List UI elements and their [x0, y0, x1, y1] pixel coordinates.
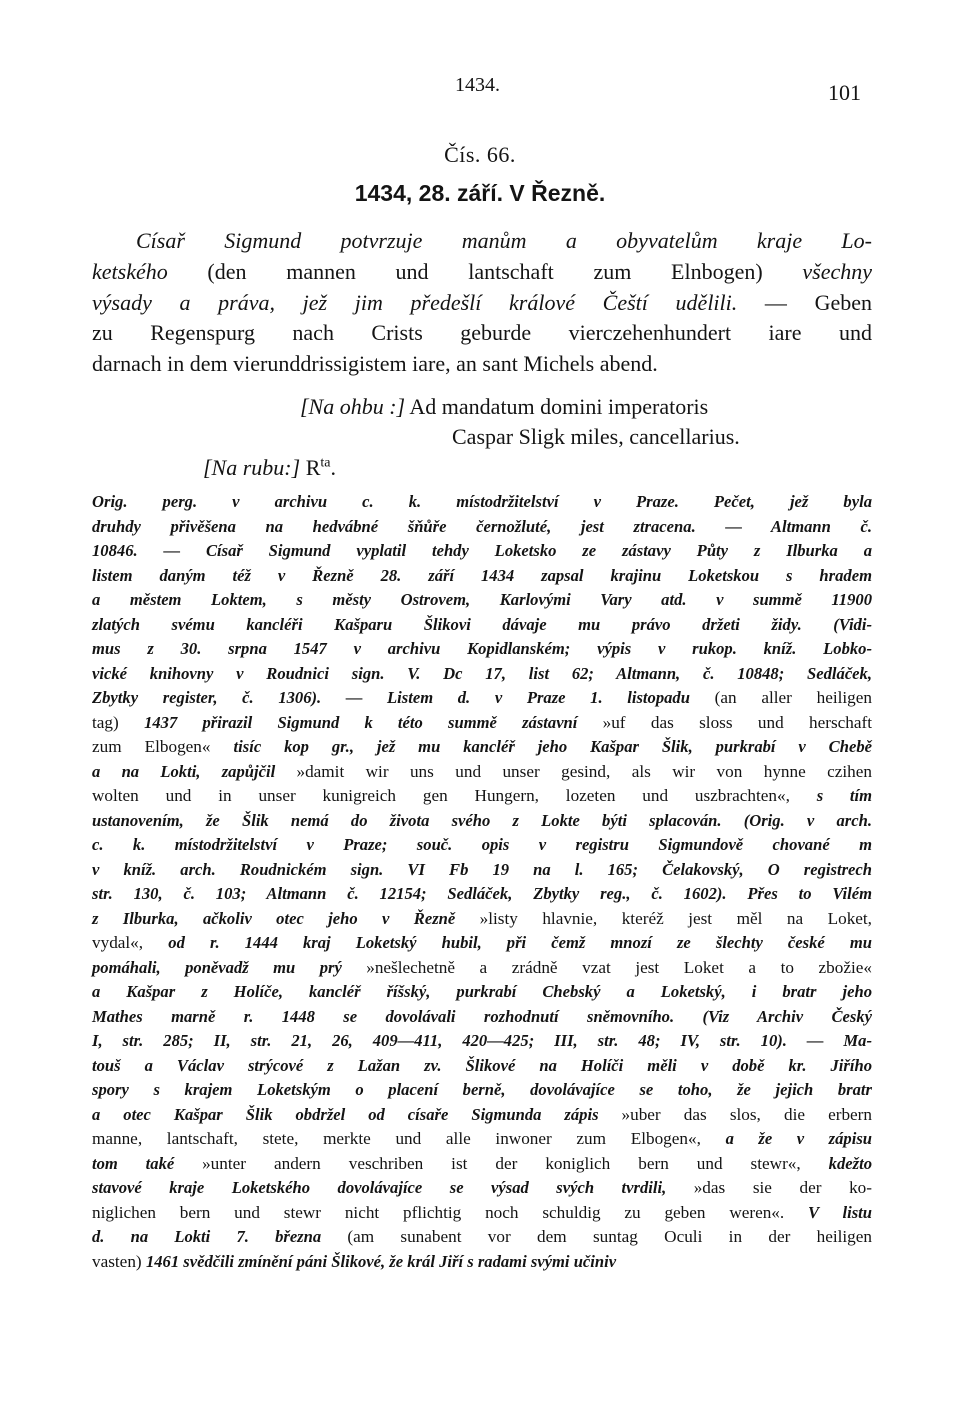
- note-line: [92, 931, 872, 956]
- regest-line: [92, 318, 872, 349]
- note-text: »uber das slos, die erbern: [621, 1104, 873, 1124]
- note-line: [92, 1201, 872, 1226]
- note-text: Mathes marně r. 1448 se dovolávali rozhodnutí sněmovního. (Viz Archiv Český: [92, 1006, 872, 1026]
- note-line: [92, 907, 872, 932]
- note-text: pomáhali, poněvadž mu prý: [92, 957, 367, 977]
- note-text: z Ilburka, ačkoliv otec jeho v Řezně: [92, 908, 480, 928]
- note-text: (an aller heiligen: [714, 688, 872, 707]
- note-text: v kníž. arch. Roudnickém sign. VI Fb 19 na l. 165; Čelakovský, O registrech: [92, 859, 872, 879]
- regest-line: [92, 226, 872, 257]
- note-text: (am sunabent vor dem suntag Oculi in der heiligen: [347, 1227, 872, 1246]
- endorsement-verso-text-1: Ad mandatum domini imperatoris: [405, 394, 709, 419]
- note-line: [92, 1005, 872, 1030]
- endorsement-rubric-superscript: ta: [320, 455, 331, 471]
- note-text: »listy hlavnie, kteréž jest měl na Loket,: [479, 908, 872, 928]
- note-text: a Kašpar z Holíče, kancléř říšský, purkrabí Chebský a Loketský, i bratr jeho: [92, 982, 872, 1001]
- note-text: touš a Václav strýcové z Lažan zv. Šlikové na Holíči měli v době kr. Jiřího: [92, 1055, 872, 1075]
- document-number: Čís. 66.: [444, 142, 516, 167]
- note-line: [92, 490, 872, 515]
- regest-line: [92, 288, 872, 319]
- note-text: stavové kraje Loketského dovolávajíce se výsad svých tvrdili,: [92, 1178, 694, 1197]
- endorsement-rubric-end: .: [330, 455, 336, 480]
- note-line: [92, 858, 872, 883]
- regest-text: všechny: [802, 258, 872, 284]
- regest-text: Císař Sigmund potvrzuje manům a obyvatelům kraje Lo-: [136, 228, 872, 253]
- note-line: [92, 613, 872, 638]
- note-text: tom také: [92, 1153, 203, 1173]
- note-text: druhdy přivěšena na hedvábné šňůře černožluté, jest ztracena. — Altmann č.: [92, 516, 872, 536]
- note-line: [92, 809, 872, 834]
- note-line: [92, 980, 872, 1005]
- editorial-notes: [92, 490, 872, 1274]
- regest-line: [92, 257, 872, 288]
- note-text: ustanovením, že Šlik nemá do života svého z Lokte býti splacován. (Orig. v arch.: [92, 810, 872, 830]
- endorsement-verso-line-1: [300, 394, 708, 420]
- regest-paragraph: [92, 226, 872, 380]
- note-text: V listu: [808, 1202, 872, 1222]
- note-line: [92, 882, 872, 907]
- running-head-year: 1434.: [455, 74, 500, 96]
- note-text: tisíc kop gr., jež mu kancléř jeho Kašpar Šlik, purkrabí v Chebě: [233, 737, 872, 756]
- note-line: [92, 662, 872, 687]
- note-line: [92, 956, 872, 981]
- note-line: [92, 1029, 872, 1054]
- note-text: str. 130, č. 103; Altmann č. 12154; Sedláček, Zbytky reg., č. 1602). Přes to Vilém: [92, 884, 872, 903]
- note-line: [92, 1127, 872, 1152]
- note-text: spory s krajem Loketským o placení berně, dovolávajíce se toho, že jejich bratr: [92, 1080, 872, 1099]
- note-text: a otec Kašpar Šlik obdržel od císaře Sigmunda zápis: [92, 1104, 622, 1124]
- note-text: d. na Lokti 7. března: [92, 1227, 348, 1246]
- note-line: [92, 711, 872, 736]
- endorsement-rubric-label: [Na rubu:]: [203, 455, 301, 480]
- note-text: »damit wir uns und unser gesind, als wir von hynne czihen: [296, 761, 872, 781]
- document-date: 1434, 28. září. V Řezně.: [354, 180, 606, 206]
- note-text: I, str. 285; II, str. 21, 26, 409—411, 420—425; III, str. 48; IV, str. 10). — Ma-: [92, 1031, 872, 1050]
- note-text: od r. 1444 kraj Loketský hubil, při čemž mnozí ze šlechty české mu: [168, 933, 872, 952]
- note-text: listem daným též v Řezně 28. září 1434 zapsal krajinu Loketskou s hradem: [92, 565, 872, 585]
- note-text: tag): [92, 712, 145, 732]
- note-text: »das sie der ko-: [693, 1178, 872, 1197]
- note-text: s tím: [816, 786, 872, 805]
- running-head: [0, 74, 960, 104]
- note-line: [92, 1225, 872, 1250]
- note-text: c. k. místodržitelství v Praze; souč. opis v registru Sigmundově chované m: [92, 835, 872, 854]
- note-text: kdežto: [828, 1153, 872, 1173]
- note-text: »uf das sloss und herschaft: [602, 712, 872, 732]
- note-line: [92, 539, 872, 564]
- note-text: vasten): [92, 1251, 146, 1271]
- note-line: [92, 1176, 872, 1201]
- regest-line: [92, 349, 872, 380]
- note-line: [92, 735, 872, 760]
- note-line: [92, 564, 872, 589]
- note-text: »nešlechetně a zrádně vzat jest Loket a to zbožie«: [366, 957, 872, 977]
- regest-text: — Geben: [737, 289, 872, 315]
- note-text: 10846. — Císař Sigmund vyplatil tehdy Loketsko ze zástavy Půty z Ilburka a: [92, 541, 872, 560]
- endorsement-verso-label: [Na ohbu :]: [300, 394, 406, 419]
- note-line: [92, 515, 872, 540]
- note-text: zlatých svému kancléři Kašparu Šlikovi dávaje mu právo držeti židy. (Vidi-: [92, 614, 872, 634]
- regest-text: darnach in dem vierunddrissigistem iare, an sant Michels abend.: [92, 351, 658, 377]
- note-text: mus z 30. srpna 1547 v archivu Kopidlanském; výpis v rukop. kníž. Lobko-: [92, 639, 872, 658]
- note-text: »unter andern veschriben ist der koniglich bern und stewr«,: [202, 1153, 829, 1173]
- regest-text: ketského: [92, 258, 168, 284]
- note-text: a městem Loktem, s městy Ostrovem, Karlovými Vary atd. v summě 11900: [92, 590, 872, 609]
- endorsement-rubric-text: R: [300, 455, 321, 480]
- note-text: a na Lokti, zapůjčil: [92, 761, 297, 781]
- note-line: [92, 1054, 872, 1079]
- endorsement-rubric: [203, 455, 336, 481]
- note-text: Orig. perg. v archivu c. k. místodržitelství v Praze. Pečet, jež byla: [92, 492, 872, 511]
- note-text: 1461 svědčili zmínění páni Šlikové, že král Jiří s radami svými učiniv: [145, 1251, 617, 1271]
- note-line: [92, 1078, 872, 1103]
- page-number: 101: [828, 80, 861, 105]
- note-text: vydal«,: [92, 933, 169, 952]
- note-text: niglichen bern und stewr nicht pflichtig noch schuldig zu geben weren«.: [92, 1202, 809, 1222]
- note-text: a že v zápisu: [725, 1129, 873, 1148]
- note-line: [92, 833, 872, 858]
- note-line: [92, 588, 872, 613]
- regest-text: výsady a práva, jež jim předešlí králové Čeští udělili.: [92, 289, 738, 315]
- note-text: Zbytky register, č. 1306). — Listem d. v Praze 1. listopadu: [92, 688, 715, 707]
- note-line: [92, 1152, 872, 1177]
- note-text: wolten und in unser kunigreich gen Hungern, lozeten und uszbrachten«,: [92, 786, 817, 805]
- note-line: [92, 1103, 872, 1128]
- regest-text: zu Regenspurg nach Crists geburde vierczehenhundert iare und: [92, 320, 872, 346]
- note-text: zum Elbogen«: [92, 737, 234, 756]
- note-text: vické knihovny v Roudnici sign. V. Dc 17, list 62; Altmann, č. 10848; Sedláček,: [92, 663, 872, 683]
- regest-text: (den mannen und lantschaft zum Elnbogen): [167, 258, 803, 284]
- endorsement-verso-text-2: Caspar Sligk miles, cancellarius.: [452, 424, 740, 449]
- note-line: [92, 637, 872, 662]
- note-text: 1437 přirazil Sigmund k této summě zástavní: [144, 712, 603, 732]
- note-text: manne, lantschaft, stete, merkte und alle inwoner zum Elbogen«,: [92, 1129, 726, 1148]
- note-line: [92, 760, 872, 785]
- note-line: [92, 784, 872, 809]
- note-line: [92, 1250, 872, 1275]
- note-line: [92, 686, 872, 711]
